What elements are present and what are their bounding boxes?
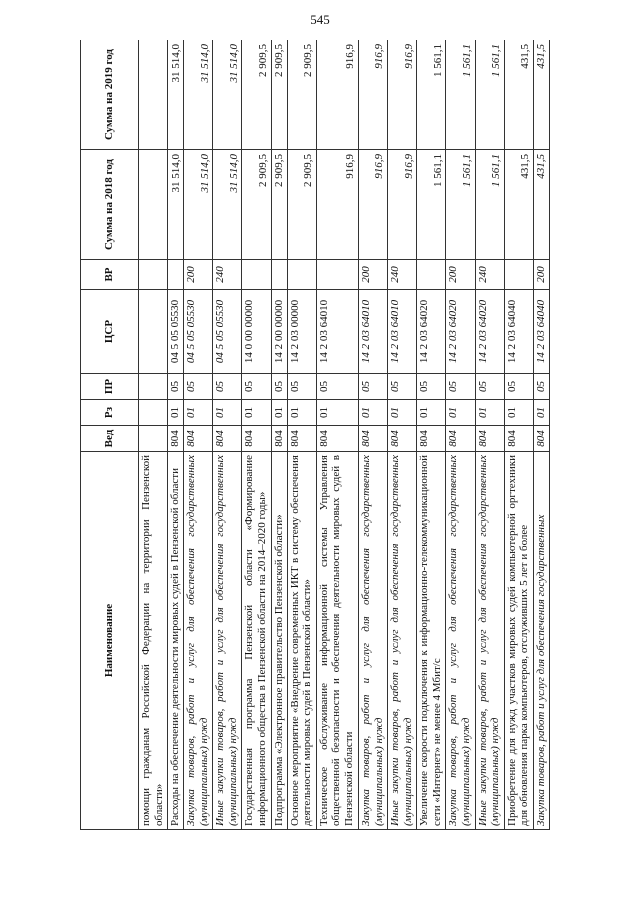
table-row (168, 40, 184, 830)
cell-vr (316, 260, 358, 290)
cell-name: Иные закупки товаров, работ и услуг для обеспечения государственных (муниципальных) нужд (475, 452, 504, 830)
cell-pr: 05 (475, 374, 504, 400)
cell-rz: 01 (417, 400, 446, 426)
cell-ved: 804 (184, 426, 213, 452)
cell-sum2019: 916,9 (359, 40, 388, 150)
cell-sum2019: 1 561,1 (417, 40, 446, 150)
cell-vr (168, 260, 184, 290)
cell-ved: 804 (316, 426, 358, 452)
table-row (475, 40, 504, 830)
budget-table (80, 40, 550, 830)
cell-pr: 05 (446, 374, 475, 400)
cell-sum2019: 431,5 (504, 40, 533, 150)
table-body (139, 40, 550, 830)
cell-ved (139, 426, 168, 452)
cell-rz: 01 (359, 400, 388, 426)
cell-vr: 200 (359, 260, 388, 290)
cell-rz: 01 (533, 400, 549, 426)
cell-rz: 01 (316, 400, 358, 426)
cell-sum2018: 2 909,5 (271, 150, 287, 260)
table-row (533, 40, 549, 830)
cell-sum2019 (139, 40, 168, 150)
table-row (242, 40, 271, 830)
cell-sum2019: 431,5 (533, 40, 549, 150)
cell-csr: 14 2 03 64020 (475, 290, 504, 374)
cell-sum2019: 31 514,0 (184, 40, 213, 150)
page-number: 545 (310, 12, 330, 27)
cell-sum2019: 1 561,1 (475, 40, 504, 150)
cell-csr: 14 2 03 64020 (446, 290, 475, 374)
cell-rz: 01 (271, 400, 287, 426)
cell-pr: 05 (287, 374, 316, 400)
cell-ved: 804 (533, 426, 549, 452)
cell-ved: 804 (213, 426, 242, 452)
cell-sum2018 (139, 150, 168, 260)
cell-vr (287, 260, 316, 290)
column-header-pr: ПР (81, 374, 139, 400)
cell-sum2019: 31 514,0 (213, 40, 242, 150)
cell-rz: 01 (168, 400, 184, 426)
cell-ved: 804 (446, 426, 475, 452)
table-row (359, 40, 388, 830)
cell-name: Иные закупки товаров, работ и услуг для обеспечения государственных (муниципальных) нужд (213, 452, 242, 830)
cell-csr: 04 5 05 05530 (184, 290, 213, 374)
cell-sum2018: 916,9 (388, 150, 417, 260)
cell-csr: 14 2 03 64010 (388, 290, 417, 374)
column-header-vr: ВР (81, 260, 139, 290)
cell-sum2018: 31 514,0 (184, 150, 213, 260)
column-header-csr: ЦСР (81, 290, 139, 374)
table-row (504, 40, 533, 830)
cell-pr: 05 (213, 374, 242, 400)
cell-pr: 05 (533, 374, 549, 400)
table-row (388, 40, 417, 830)
cell-csr: 14 2 03 64040 (533, 290, 549, 374)
cell-pr: 05 (504, 374, 533, 400)
cell-sum2018: 916,9 (359, 150, 388, 260)
cell-sum2018: 2 909,5 (242, 150, 271, 260)
cell-ved: 804 (359, 426, 388, 452)
column-header-sum-2018: Сумма на 2018 год (81, 150, 139, 260)
cell-name: Закупка товаров, работ и услуг для обеспечения государственных (муниципальных) нужд (359, 452, 388, 830)
table-row (271, 40, 287, 830)
cell-pr (139, 374, 168, 400)
cell-name: Подпрограмма «Электронное правительство Пензенской области» (271, 452, 287, 830)
cell-pr: 05 (271, 374, 287, 400)
cell-vr (242, 260, 271, 290)
cell-csr (139, 290, 168, 374)
table-rotation-frame (80, 40, 550, 830)
cell-name: Закупка товаров, работ и услуг для обеспечения государственных (муниципальных) нужд (184, 452, 213, 830)
cell-csr: 14 2 03 64020 (417, 290, 446, 374)
cell-csr: 14 2 03 00000 (287, 290, 316, 374)
cell-pr: 05 (316, 374, 358, 400)
table-row (316, 40, 358, 830)
cell-rz: 01 (504, 400, 533, 426)
table-row (417, 40, 446, 830)
cell-sum2018: 1 561,1 (446, 150, 475, 260)
cell-sum2019: 916,9 (316, 40, 358, 150)
cell-sum2018: 2 909,5 (287, 150, 316, 260)
cell-vr (504, 260, 533, 290)
cell-rz: 01 (242, 400, 271, 426)
cell-csr: 14 2 03 64010 (316, 290, 358, 374)
cell-sum2019: 2 909,5 (287, 40, 316, 150)
table-row (446, 40, 475, 830)
cell-vr (271, 260, 287, 290)
cell-vr: 200 (184, 260, 213, 290)
cell-name: Приобретение для нужд участков мировых судей компьютерной оргтехники для обновления парка компьютеров, отслуживших 5 лет и более (504, 452, 533, 830)
column-header-sum-2019: Сумма на 2019 год (81, 40, 139, 150)
cell-rz: 01 (475, 400, 504, 426)
cell-name: Основное мероприятие «Внедрение современных ИКТ в систему обеспечения деятельности мировых судей в Пензенской области» (287, 452, 316, 830)
cell-sum2018: 431,5 (504, 150, 533, 260)
cell-sum2019: 1 561,1 (446, 40, 475, 150)
cell-csr: 14 2 03 64040 (504, 290, 533, 374)
cell-sum2018: 431,5 (533, 150, 549, 260)
cell-sum2019: 2 909,5 (271, 40, 287, 150)
cell-ved: 804 (388, 426, 417, 452)
cell-vr: 200 (533, 260, 549, 290)
cell-name: Расходы на обеспечение деятельности мировых судей в Пензенской области (168, 452, 184, 830)
cell-vr: 200 (446, 260, 475, 290)
cell-pr: 05 (242, 374, 271, 400)
cell-pr: 05 (168, 374, 184, 400)
cell-vr: 240 (213, 260, 242, 290)
cell-sum2019: 31 514,0 (168, 40, 184, 150)
cell-csr: 04 5 05 05530 (213, 290, 242, 374)
cell-csr: 14 0 00 00000 (242, 290, 271, 374)
cell-name: Закупка товаров, работ и услуг для обеспечения государственных (533, 452, 549, 830)
cell-pr: 05 (417, 374, 446, 400)
cell-ved: 804 (168, 426, 184, 452)
column-header-ved: Вед (81, 426, 139, 452)
cell-sum2018: 1 561,1 (417, 150, 446, 260)
cell-sum2018: 1 561,1 (475, 150, 504, 260)
cell-csr: 14 2 03 64010 (359, 290, 388, 374)
cell-sum2018: 31 514,0 (168, 150, 184, 260)
rotated-table-container (80, 40, 550, 830)
cell-sum2019: 916,9 (388, 40, 417, 150)
table-row (287, 40, 316, 830)
cell-rz: 01 (446, 400, 475, 426)
cell-vr (139, 260, 168, 290)
cell-sum2018: 31 514,0 (213, 150, 242, 260)
column-header-rz: Рз (81, 400, 139, 426)
cell-sum2019: 2 909,5 (242, 40, 271, 150)
cell-csr: 04 5 05 05530 (168, 290, 184, 374)
cell-name: помощи гражданам Российской Федерации на территории Пензенской области» (139, 452, 168, 830)
cell-vr: 240 (475, 260, 504, 290)
cell-ved: 804 (242, 426, 271, 452)
cell-csr: 14 2 00 00000 (271, 290, 287, 374)
cell-name: Государственная программа Пензенской области «Формирование информационного общества в Пензенской области на 2014–2020 годы» (242, 452, 271, 830)
cell-sum2018: 916,9 (316, 150, 358, 260)
cell-name: Увеличение скорости подключения к информационно-телекоммуникационной сети «Интернет» не менее 4 Мбит/с (417, 452, 446, 830)
cell-name: Закупка товаров, работ и услуг для обеспечения государственных (муниципальных) нужд (446, 452, 475, 830)
cell-rz: 01 (388, 400, 417, 426)
cell-rz: 01 (213, 400, 242, 426)
cell-vr: 240 (388, 260, 417, 290)
column-header-name: Наименование (81, 452, 139, 830)
cell-vr (417, 260, 446, 290)
cell-pr: 05 (359, 374, 388, 400)
table-header-row (81, 40, 139, 830)
cell-rz (139, 400, 168, 426)
cell-rz: 01 (287, 400, 316, 426)
cell-ved: 804 (271, 426, 287, 452)
cell-name: Техническое обслуживание информационной системы Управления общественной безопасности и обеспечения деятельности мировых судей в Пензенской области (316, 452, 358, 830)
cell-rz: 01 (184, 400, 213, 426)
table-row (213, 40, 242, 830)
cell-ved: 804 (287, 426, 316, 452)
cell-name: Иные закупки товаров, работ и услуг для обеспечения государственных (муниципальных) нужд (388, 452, 417, 830)
table-row (139, 40, 168, 830)
table-row (184, 40, 213, 830)
cell-ved: 804 (475, 426, 504, 452)
cell-ved: 804 (417, 426, 446, 452)
cell-ved: 804 (504, 426, 533, 452)
cell-pr: 05 (388, 374, 417, 400)
cell-pr: 05 (184, 374, 213, 400)
